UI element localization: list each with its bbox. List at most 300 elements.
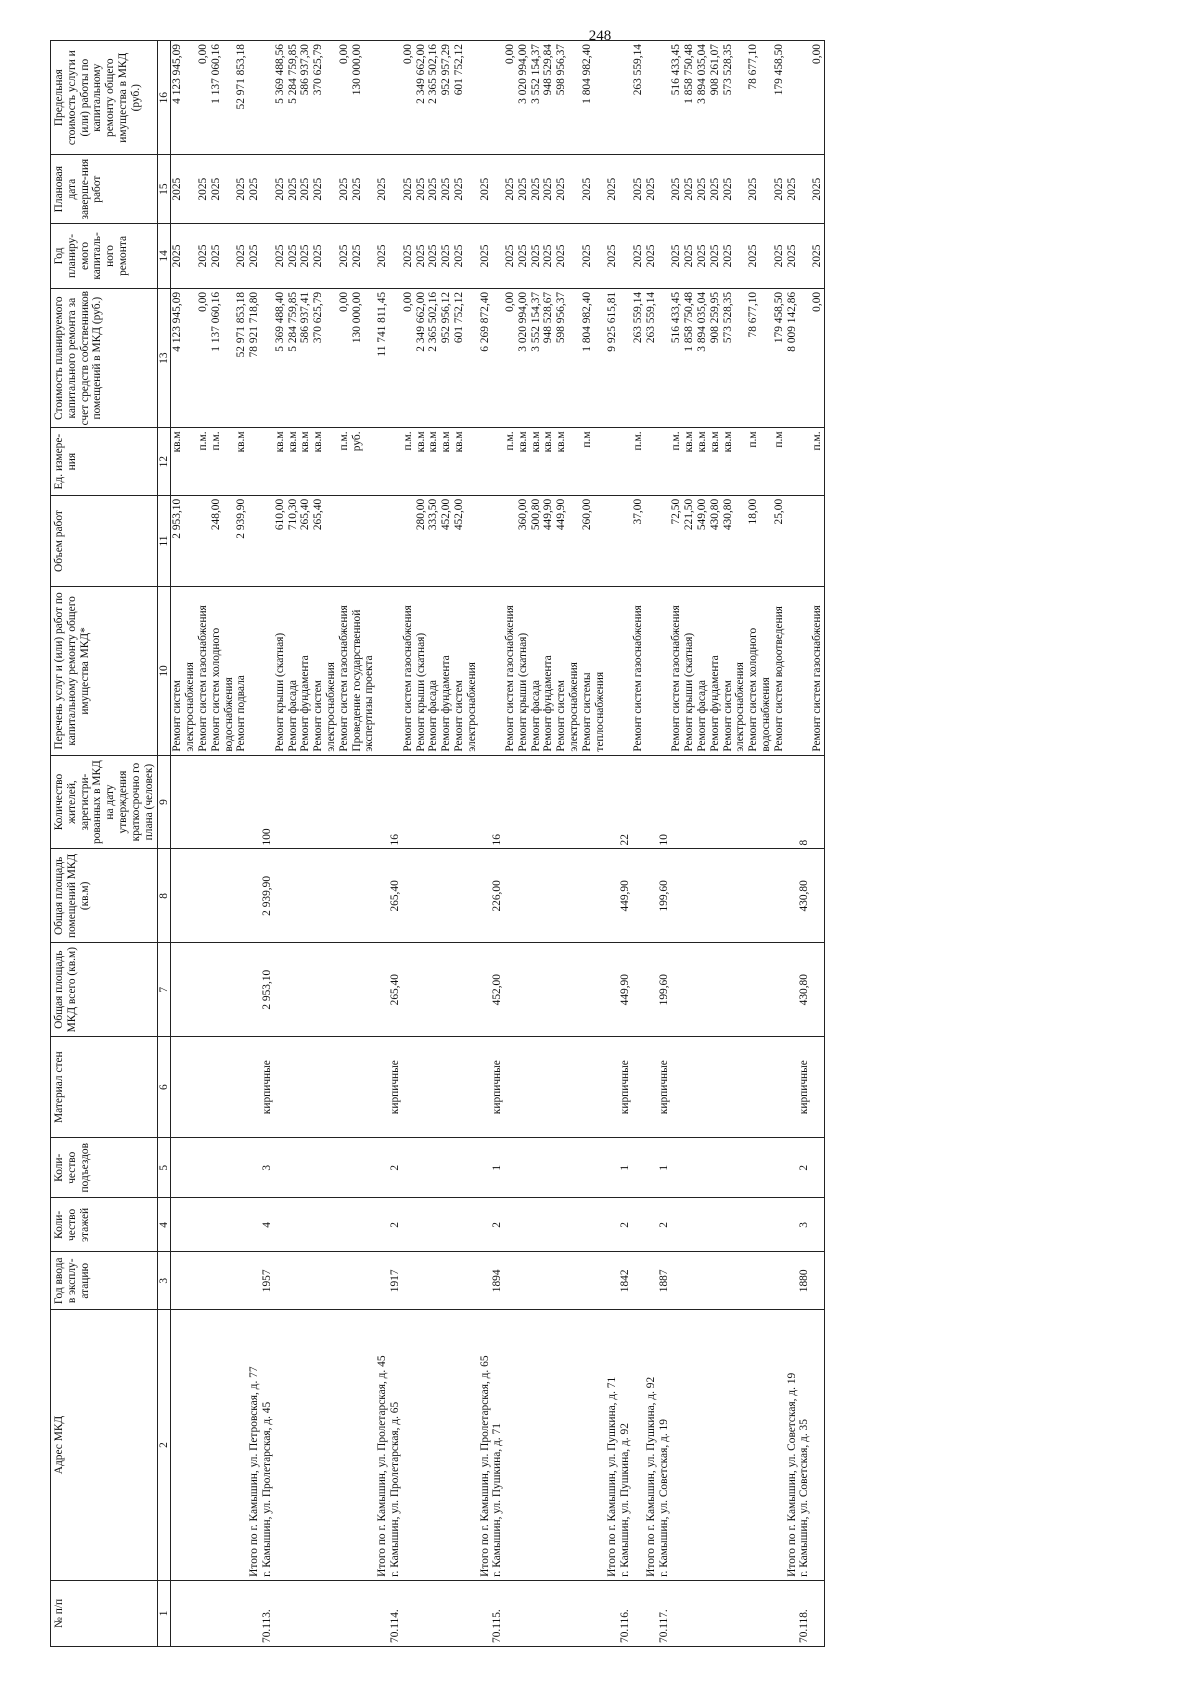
table-cell: 9 925 615,81 bbox=[606, 288, 619, 428]
column-number: 14 bbox=[158, 223, 171, 288]
table-cell: кв.м bbox=[696, 428, 709, 495]
table-cell bbox=[171, 1310, 197, 1581]
table-cell: 449,90 bbox=[619, 849, 632, 943]
table-cell bbox=[773, 1138, 786, 1198]
work-row bbox=[402, 41, 415, 1647]
table-cell bbox=[811, 849, 824, 943]
table-cell: 0,00 bbox=[197, 41, 210, 155]
table-cell bbox=[696, 1310, 709, 1581]
table-cell: 1957 bbox=[261, 1252, 274, 1310]
table-cell bbox=[248, 428, 261, 495]
column-number: 12 bbox=[158, 428, 171, 495]
table-cell bbox=[786, 755, 799, 849]
table-cell bbox=[709, 755, 722, 849]
table-cell bbox=[210, 1037, 236, 1138]
table-cell bbox=[427, 1252, 440, 1310]
table-cell bbox=[606, 755, 619, 849]
table-cell bbox=[402, 1198, 415, 1252]
table-cell bbox=[619, 428, 632, 495]
table-cell bbox=[619, 288, 632, 428]
table-cell bbox=[632, 1580, 645, 1646]
table-cell: 2025 bbox=[287, 155, 300, 224]
table-cell: 1887 bbox=[658, 1252, 671, 1310]
table-cell bbox=[351, 1580, 377, 1646]
work-row bbox=[453, 41, 479, 1647]
table-cell: 2025 bbox=[811, 223, 824, 288]
table-cell bbox=[555, 1252, 581, 1310]
table-cell bbox=[287, 1198, 300, 1252]
work-row bbox=[210, 41, 236, 1647]
table-cell: 2025 bbox=[415, 223, 428, 288]
table-cell: 1842 bbox=[619, 1252, 632, 1310]
table-cell: Ремонт систем газоснабжения bbox=[338, 587, 351, 755]
table-cell bbox=[645, 587, 658, 755]
table-cell bbox=[440, 1037, 453, 1138]
table-cell bbox=[645, 1138, 658, 1198]
table-cell: 2025 bbox=[773, 155, 786, 224]
table-cell: п.м. bbox=[670, 428, 683, 495]
table-cell bbox=[312, 755, 338, 849]
table-cell: 8 bbox=[798, 755, 811, 849]
table-cell bbox=[248, 1198, 261, 1252]
table-cell bbox=[747, 1198, 773, 1252]
table-cell: 130 000,00 bbox=[351, 41, 377, 155]
table-cell: 52 971 853,18 bbox=[235, 288, 248, 428]
table-cell: 452,00 bbox=[491, 943, 504, 1037]
table-cell: 263 559,14 bbox=[632, 288, 645, 428]
table-cell: Ремонт фундамента bbox=[440, 587, 453, 755]
table-cell bbox=[479, 1037, 492, 1138]
table-cell: 3 894 035,04 bbox=[696, 41, 709, 155]
table-cell bbox=[517, 1037, 530, 1138]
work-row bbox=[427, 41, 440, 1647]
table-cell bbox=[299, 1138, 312, 1198]
table-cell bbox=[645, 755, 658, 849]
work-row bbox=[581, 41, 607, 1647]
table-cell bbox=[338, 1580, 351, 1646]
table-cell bbox=[210, 1252, 236, 1310]
table-cell: 2025 bbox=[632, 223, 645, 288]
table-cell bbox=[274, 943, 287, 1037]
table-cell: Ремонт фасада bbox=[530, 587, 543, 755]
table-cell bbox=[479, 1252, 492, 1310]
table-cell bbox=[440, 1310, 453, 1581]
table-cell bbox=[786, 41, 799, 155]
table-cell: 72,50 bbox=[670, 495, 683, 586]
table-cell: Проведение государственной экспертизы проекта bbox=[351, 587, 377, 755]
table-cell bbox=[210, 1198, 236, 1252]
table-cell bbox=[645, 1252, 658, 1310]
table-cell bbox=[645, 1580, 658, 1646]
table-cell: 5 284 759,85 bbox=[287, 41, 300, 155]
table-cell: 333,50 bbox=[427, 495, 440, 586]
table-cell bbox=[530, 1138, 543, 1198]
table-cell bbox=[555, 1138, 581, 1198]
table-cell bbox=[197, 495, 210, 586]
table-cell: 2 349 662,00 bbox=[415, 288, 428, 428]
column-number: 16 bbox=[158, 41, 171, 155]
table-cell bbox=[786, 495, 799, 586]
table-cell bbox=[248, 1252, 261, 1310]
table-cell: 2025 bbox=[402, 223, 415, 288]
table-cell bbox=[261, 587, 274, 755]
work-row bbox=[171, 41, 197, 1647]
table-cell: кв.м bbox=[722, 428, 748, 495]
table-cell bbox=[542, 755, 555, 849]
table-cell bbox=[376, 1037, 389, 1138]
table-cell bbox=[670, 1037, 683, 1138]
table-cell bbox=[415, 1310, 428, 1581]
table-cell bbox=[312, 1037, 338, 1138]
table-cell bbox=[261, 288, 274, 428]
table-cell bbox=[376, 849, 389, 943]
table-cell bbox=[786, 943, 799, 1037]
table-cell: 1 804 982,40 bbox=[581, 41, 607, 155]
table-cell bbox=[389, 288, 402, 428]
table-cell: 0,00 bbox=[402, 41, 415, 155]
table-cell: Ремонт систем холодного водоснабжения bbox=[747, 587, 773, 755]
table-cell bbox=[504, 1252, 517, 1310]
table-cell bbox=[351, 1252, 377, 1310]
table-cell: 70.115. bbox=[491, 1580, 504, 1646]
rotated-page bbox=[50, 40, 1150, 1647]
table-cell: 430,80 bbox=[722, 495, 748, 586]
table-cell bbox=[299, 1037, 312, 1138]
table-cell: 1 bbox=[658, 1138, 671, 1198]
table-cell: 370 625,79 bbox=[312, 288, 338, 428]
table-cell: г. Камышин, ул. Советская, д. 35 bbox=[798, 1310, 811, 1581]
table-cell: кирпичные bbox=[261, 1037, 274, 1138]
table-cell bbox=[530, 943, 543, 1037]
table-cell bbox=[171, 755, 197, 849]
table-cell: Итого по г. Камышин, ул. Пушкина, д. 71 bbox=[606, 1310, 619, 1581]
table-cell: 948 529,84 bbox=[542, 41, 555, 155]
table-cell bbox=[312, 1580, 338, 1646]
table-cell bbox=[274, 849, 287, 943]
table-cell bbox=[517, 1310, 530, 1581]
table-cell: 5 369 488,56 bbox=[274, 41, 287, 155]
table-cell: 2025 bbox=[747, 223, 773, 288]
table-cell: 70.117. bbox=[658, 1580, 671, 1646]
table-cell: 265,40 bbox=[389, 849, 402, 943]
table-cell bbox=[210, 755, 236, 849]
table-cell: кв.м bbox=[542, 428, 555, 495]
table-cell bbox=[389, 495, 402, 586]
table-cell bbox=[670, 1252, 683, 1310]
table-cell bbox=[670, 1310, 683, 1581]
table-cell bbox=[747, 755, 773, 849]
table-cell bbox=[722, 1198, 748, 1252]
table-cell bbox=[338, 1037, 351, 1138]
total-row bbox=[479, 41, 492, 1647]
table-cell: 2025 bbox=[645, 155, 658, 224]
table-cell: 2025 bbox=[299, 155, 312, 224]
table-cell: 0,00 bbox=[402, 288, 415, 428]
table-cell bbox=[312, 849, 338, 943]
table-cell bbox=[210, 849, 236, 943]
table-cell bbox=[581, 1037, 607, 1138]
table-cell bbox=[632, 1198, 645, 1252]
table-cell bbox=[415, 755, 428, 849]
table-cell bbox=[555, 1580, 581, 1646]
work-row bbox=[351, 41, 377, 1647]
table-cell: 2025 bbox=[811, 155, 824, 224]
table-cell bbox=[709, 1252, 722, 1310]
table-cell: 0,00 bbox=[504, 41, 517, 155]
table-cell bbox=[338, 1310, 351, 1581]
table-cell: 1 858 750,48 bbox=[683, 41, 696, 155]
table-cell bbox=[722, 849, 748, 943]
table-cell: 16 bbox=[389, 755, 402, 849]
table-cell: 2025 bbox=[606, 223, 619, 288]
table-cell: Ремонт крыши (скатная) bbox=[517, 587, 530, 755]
table-cell: 2025 bbox=[786, 223, 799, 288]
table-cell: кв.м bbox=[415, 428, 428, 495]
work-row bbox=[683, 41, 696, 1647]
table-cell: 449,90 bbox=[619, 943, 632, 1037]
table-cell bbox=[709, 1138, 722, 1198]
table-cell bbox=[504, 849, 517, 943]
table-cell bbox=[261, 223, 274, 288]
table-cell bbox=[248, 755, 261, 849]
table-cell bbox=[542, 1580, 555, 1646]
table-cell bbox=[351, 943, 377, 1037]
column-header: Год планиру-емого капиталь-ного ремонта bbox=[51, 223, 158, 288]
table-cell bbox=[415, 1037, 428, 1138]
table-cell bbox=[786, 1037, 799, 1138]
table-cell: 2025 bbox=[504, 155, 517, 224]
table-cell bbox=[773, 849, 786, 943]
table-cell: г. Камышин, ул. Пушкина, д. 71 bbox=[491, 1310, 504, 1581]
table-cell bbox=[274, 755, 287, 849]
column-header: Год ввода в эксплу-атацию bbox=[51, 1252, 158, 1310]
table-cell: 1 bbox=[619, 1138, 632, 1198]
table-cell: 370 625,79 bbox=[312, 41, 338, 155]
table-cell: 549,00 bbox=[696, 495, 709, 586]
column-number: 8 bbox=[158, 849, 171, 943]
total-row bbox=[606, 41, 619, 1647]
table-cell: 2025 bbox=[299, 223, 312, 288]
table-cell: 952 956,12 bbox=[440, 288, 453, 428]
table-cell bbox=[171, 1037, 197, 1138]
table-cell bbox=[171, 1138, 197, 1198]
table-cell: 3 bbox=[261, 1138, 274, 1198]
table-cell bbox=[632, 1310, 645, 1581]
table-cell bbox=[261, 41, 274, 155]
table-cell: кв.м bbox=[517, 428, 530, 495]
table-cell bbox=[747, 1310, 773, 1581]
table-cell: Ремонт крыши (скатная) bbox=[415, 587, 428, 755]
table-cell bbox=[645, 1198, 658, 1252]
house-row bbox=[389, 41, 402, 1647]
table-cell: 25,00 bbox=[773, 495, 786, 586]
table-cell bbox=[479, 428, 492, 495]
table-cell bbox=[709, 1310, 722, 1581]
table-cell bbox=[197, 1138, 210, 1198]
table-cell bbox=[811, 1580, 824, 1646]
table-cell bbox=[606, 1198, 619, 1252]
table-cell bbox=[786, 1138, 799, 1198]
total-row bbox=[786, 41, 799, 1647]
table-cell: 2025 bbox=[274, 155, 287, 224]
table-cell: 516 433,45 bbox=[670, 41, 683, 155]
table-cell bbox=[171, 1580, 197, 1646]
table-cell: 130 000,00 bbox=[351, 288, 377, 428]
table-cell bbox=[530, 849, 543, 943]
table-cell bbox=[197, 1252, 210, 1310]
table-cell: 70.113. bbox=[261, 1580, 274, 1646]
table-cell bbox=[606, 1138, 619, 1198]
column-number: 13 bbox=[158, 288, 171, 428]
column-header: Адрес МКД bbox=[51, 1310, 158, 1581]
table-cell bbox=[581, 1198, 607, 1252]
table-cell: 100 bbox=[261, 755, 274, 849]
table-cell: 2025 bbox=[248, 223, 261, 288]
table-cell bbox=[376, 1138, 389, 1198]
table-cell bbox=[274, 1310, 287, 1581]
table-cell bbox=[773, 1252, 786, 1310]
table-cell: 248,00 bbox=[210, 495, 236, 586]
table-cell bbox=[542, 1138, 555, 1198]
table-cell bbox=[645, 849, 658, 943]
table-cell bbox=[696, 943, 709, 1037]
table-cell bbox=[287, 1252, 300, 1310]
table-cell bbox=[235, 943, 248, 1037]
work-row bbox=[440, 41, 453, 1647]
table-cell bbox=[645, 428, 658, 495]
work-row bbox=[235, 41, 248, 1647]
table-cell: 10 bbox=[658, 755, 671, 849]
column-header: Предельная стоимость услуги и (или) работы по капитальному ремонту общего имущества в МКД (руб.) bbox=[51, 41, 158, 155]
table-cell: 430,80 bbox=[709, 495, 722, 586]
table-cell bbox=[632, 1252, 645, 1310]
table-cell bbox=[248, 587, 261, 755]
table-cell: 2 939,90 bbox=[235, 495, 248, 586]
table-cell: 2025 bbox=[248, 155, 261, 224]
table-cell bbox=[376, 755, 389, 849]
table-cell bbox=[581, 1252, 607, 1310]
table-cell: 2025 bbox=[517, 223, 530, 288]
column-header: Объем работ bbox=[51, 495, 158, 586]
table-cell: 516 433,45 bbox=[670, 288, 683, 428]
table-cell: 2025 bbox=[312, 155, 338, 224]
table-cell bbox=[658, 223, 671, 288]
table-cell bbox=[670, 1198, 683, 1252]
table-cell: Ремонт систем холодного водоснабжения bbox=[210, 587, 236, 755]
column-number: 9 bbox=[158, 755, 171, 849]
table-cell bbox=[440, 1198, 453, 1252]
table-cell bbox=[683, 943, 696, 1037]
table-cell bbox=[402, 755, 415, 849]
table-cell: 2025 bbox=[440, 223, 453, 288]
table-cell bbox=[696, 1138, 709, 1198]
table-cell bbox=[606, 1037, 619, 1138]
work-row bbox=[287, 41, 300, 1647]
column-number: 5 bbox=[158, 1138, 171, 1198]
column-header: Материал стен bbox=[51, 1037, 158, 1138]
table-cell: Ремонт систем газоснабжения bbox=[811, 587, 824, 755]
table-cell bbox=[747, 943, 773, 1037]
work-row bbox=[312, 41, 338, 1647]
table-cell: 11 741 811,45 bbox=[376, 288, 389, 428]
column-header: Коли-чество этажей bbox=[51, 1198, 158, 1252]
table-cell bbox=[287, 1037, 300, 1138]
table-cell bbox=[658, 587, 671, 755]
table-cell: 78 921 718,80 bbox=[248, 288, 261, 428]
table-cell: 3 020 994,00 bbox=[517, 288, 530, 428]
work-row bbox=[542, 41, 555, 1647]
column-number: 4 bbox=[158, 1198, 171, 1252]
column-number: 10 bbox=[158, 587, 171, 755]
table-cell bbox=[427, 1037, 440, 1138]
table-cell: 70.114. bbox=[389, 1580, 402, 1646]
table-cell bbox=[479, 849, 492, 943]
table-cell bbox=[645, 1037, 658, 1138]
table-cell bbox=[440, 943, 453, 1037]
table-cell bbox=[722, 943, 748, 1037]
table-cell bbox=[542, 943, 555, 1037]
work-row bbox=[338, 41, 351, 1647]
column-number: 6 bbox=[158, 1037, 171, 1138]
table-cell bbox=[402, 1037, 415, 1138]
table-cell bbox=[440, 1252, 453, 1310]
table-cell: 2 bbox=[658, 1198, 671, 1252]
table-cell: г. Камышин, ул. Советская, д. 19 bbox=[658, 1310, 671, 1581]
table-cell: 2025 bbox=[581, 155, 607, 224]
table-cell: кв.м bbox=[312, 428, 338, 495]
table-cell bbox=[402, 1138, 415, 1198]
table-cell: Итого по г. Камышин, ул. Пролетарская, д. 65 bbox=[479, 1310, 492, 1581]
table-cell: 199,60 bbox=[658, 849, 671, 943]
table-cell bbox=[389, 223, 402, 288]
table-cell bbox=[427, 1198, 440, 1252]
table-cell bbox=[210, 1310, 236, 1581]
work-row bbox=[747, 41, 773, 1647]
column-header: Общая площадь помещений МКД (кв.м) bbox=[51, 849, 158, 943]
column-number: 15 bbox=[158, 155, 171, 224]
table-cell bbox=[798, 41, 811, 155]
table-cell bbox=[261, 155, 274, 224]
table-cell: 2025 bbox=[479, 155, 492, 224]
table-cell bbox=[453, 1037, 479, 1138]
table-cell bbox=[427, 849, 440, 943]
table-cell: 948 528,67 bbox=[542, 288, 555, 428]
table-cell: 3 bbox=[798, 1198, 811, 1252]
table-cell bbox=[197, 1580, 210, 1646]
table-cell bbox=[709, 849, 722, 943]
table-cell bbox=[415, 1580, 428, 1646]
table-cell bbox=[606, 1580, 619, 1646]
table-cell bbox=[287, 1580, 300, 1646]
table-cell bbox=[658, 41, 671, 155]
table-cell bbox=[376, 587, 389, 755]
table-cell bbox=[235, 1252, 248, 1310]
table-cell bbox=[171, 1198, 197, 1252]
table-cell bbox=[479, 943, 492, 1037]
house-row bbox=[658, 41, 671, 1647]
table-cell bbox=[645, 41, 658, 155]
table-cell bbox=[811, 495, 824, 586]
table-cell bbox=[389, 587, 402, 755]
capital-repair-table bbox=[50, 40, 825, 1647]
table-cell: 2025 bbox=[683, 223, 696, 288]
table-cell bbox=[683, 1198, 696, 1252]
table-cell bbox=[709, 1198, 722, 1252]
table-cell bbox=[747, 849, 773, 943]
table-cell bbox=[351, 495, 377, 586]
table-cell: 0,00 bbox=[811, 288, 824, 428]
table-cell: 2025 bbox=[670, 155, 683, 224]
